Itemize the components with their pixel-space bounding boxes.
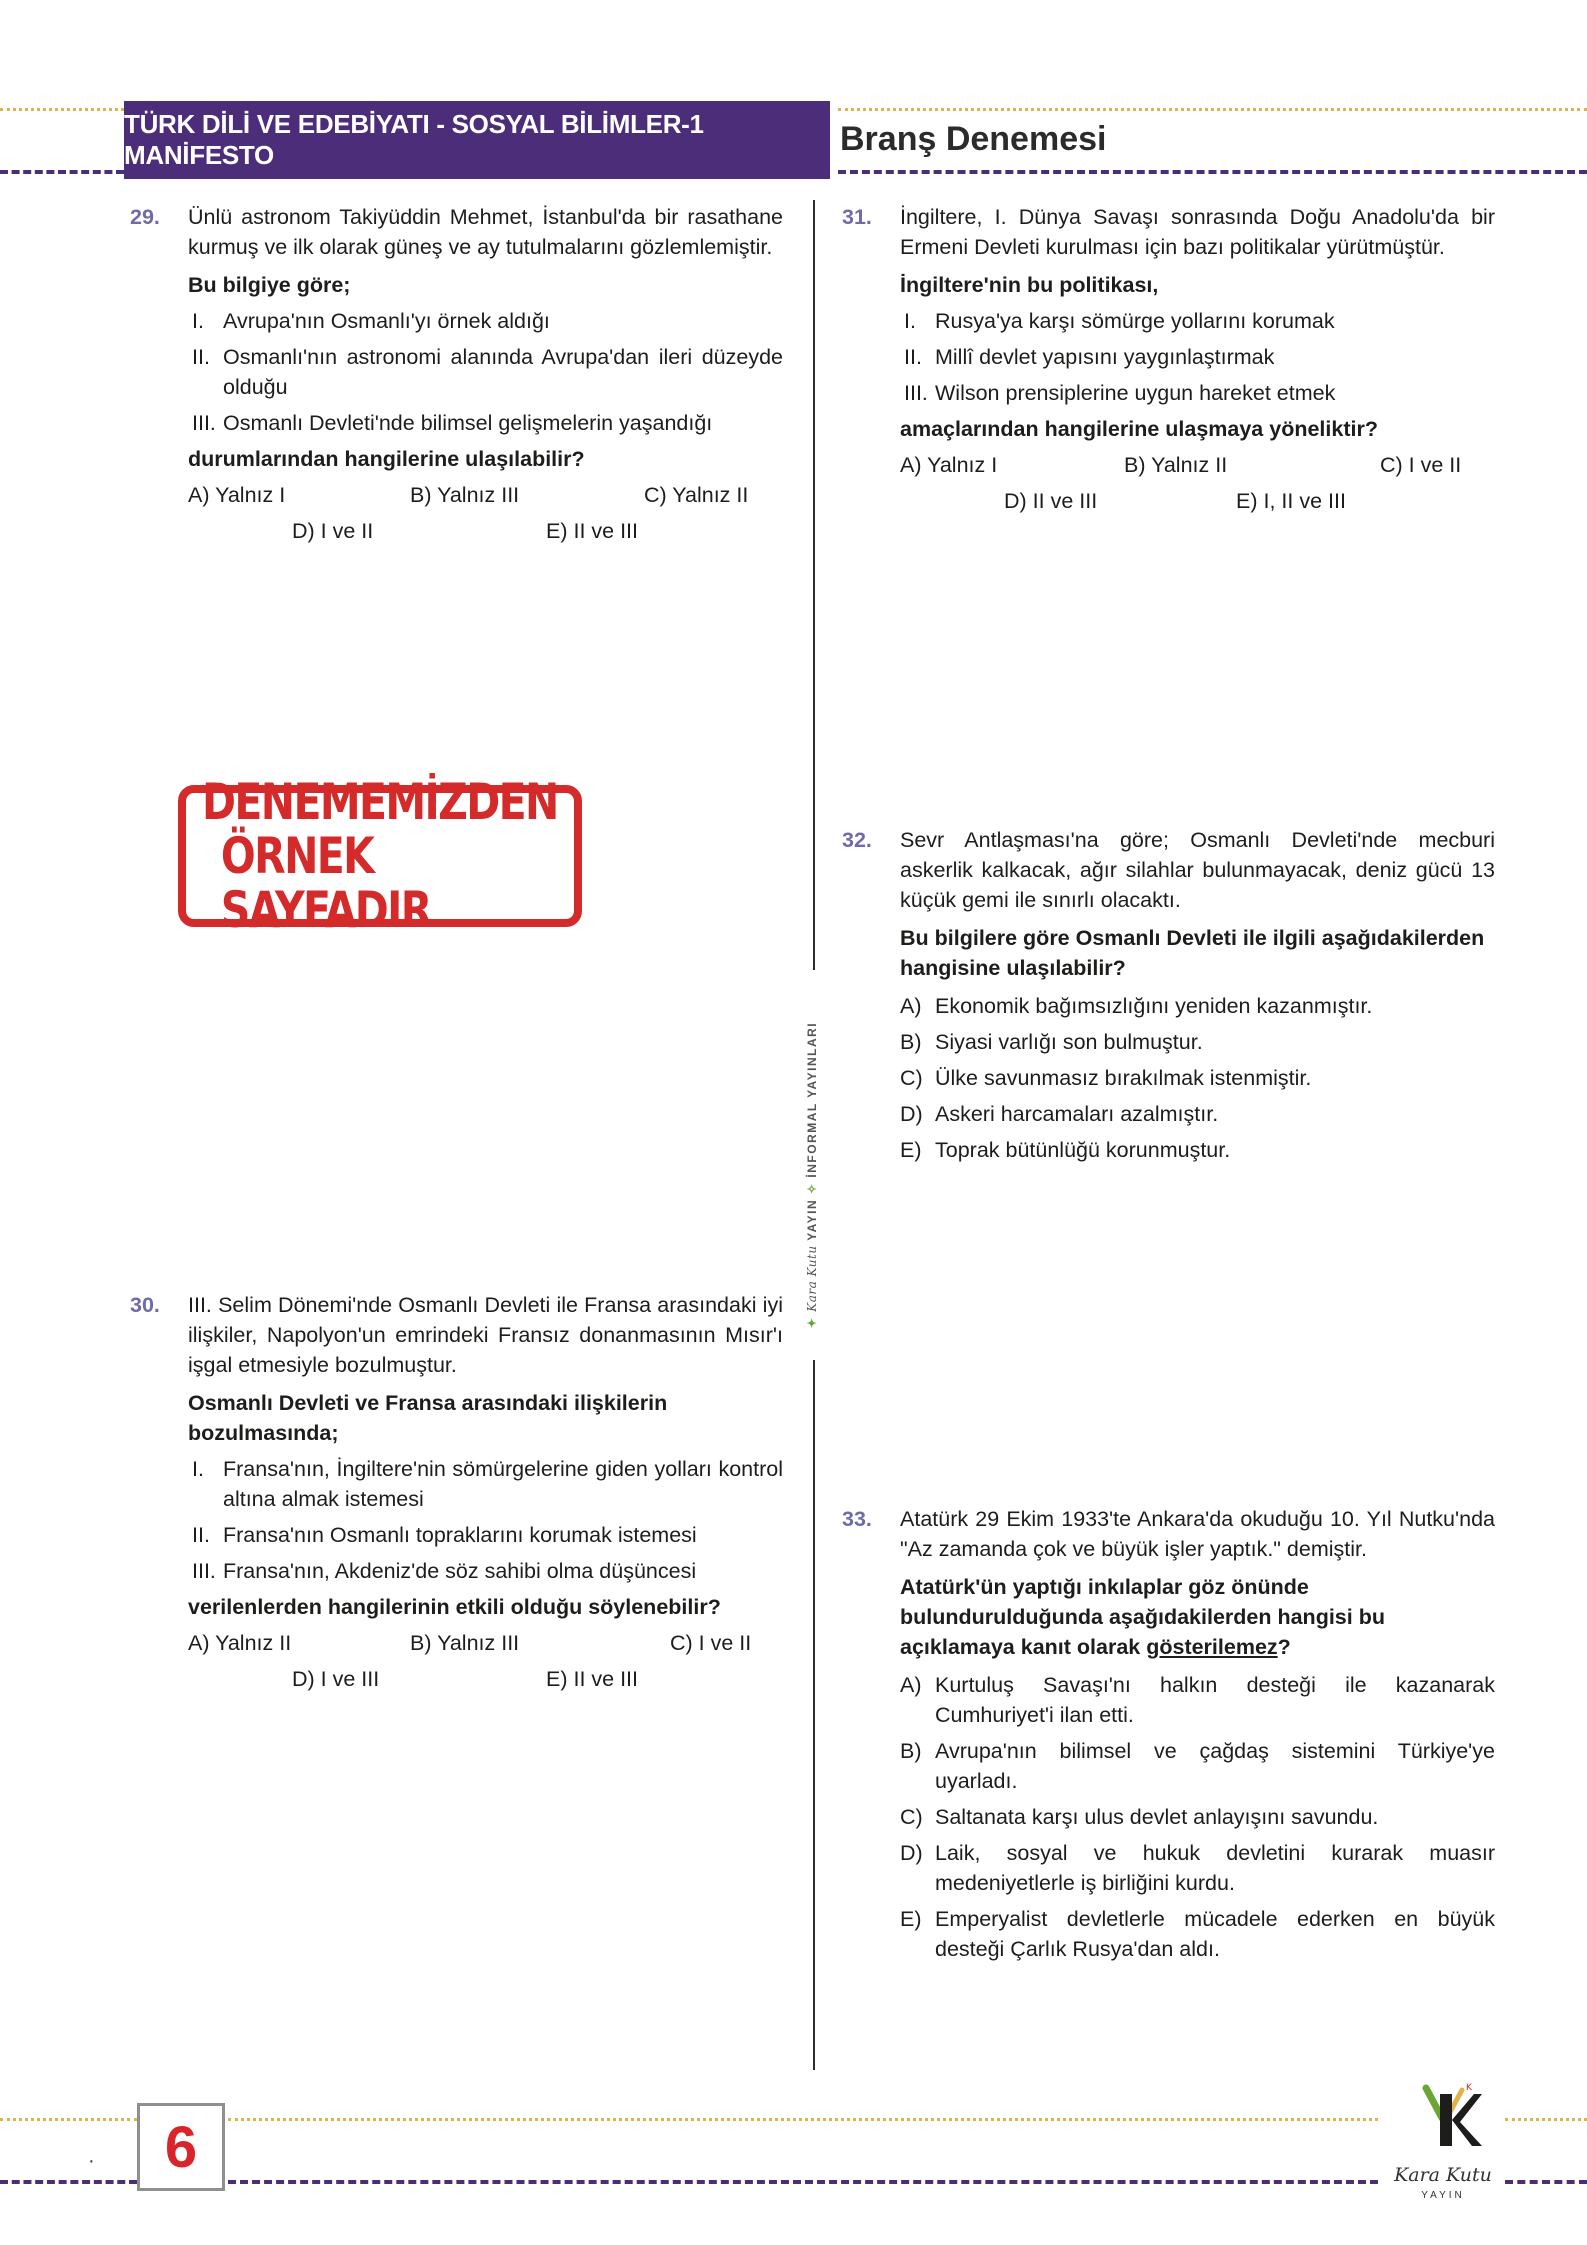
question-prompt: Bu bilgilere göre Osmanlı Devleti ile ilgili aşağıdakilerden hangisine ulaşılabilir? — [900, 926, 1485, 980]
page-number-box — [137, 2103, 225, 2191]
footer-purple-line-left — [0, 2180, 137, 2184]
question-text: Ünlü astronom Takiyüddin Mehmet, İstanbul'da bir rasathane kurmuş ve ilk olarak güneş ve ay tutulmalarını gözlemlemiştir. — [188, 205, 783, 259]
option-d[interactable]: D) Askeri harcamaları azalmıştır. — [900, 1102, 1219, 1126]
footer-purple-line-right — [1505, 2180, 1587, 2184]
header-gold-line-left — [0, 108, 124, 111]
question-32 — [842, 825, 1495, 1171]
question-33 — [842, 1504, 1495, 1970]
header-purple-line-left — [0, 170, 124, 174]
option-e[interactable]: E) II ve III — [546, 519, 638, 543]
option-list — [900, 991, 1495, 1165]
options-row-1 — [188, 480, 783, 510]
option-b[interactable]: B) Yalnız III — [410, 483, 520, 507]
sample-page-stamp — [178, 773, 582, 939]
statement-item: II. Osmanlı'nın astronomi alanında Avrupa'dan ileri düzeyde olduğu — [192, 345, 783, 399]
stamp-line-1: DENEMEMİZDEN — [202, 773, 558, 831]
option-d[interactable]: D) Laik, sosyal ve hukuk devletini kurarak muasır medeniyetlerle iş birliğini kurdu. — [900, 1841, 1495, 1895]
footer-gold-line-mid — [228, 2118, 1378, 2121]
question-stem: Osmanlı Devleti ve Fransa arasındaki ilişkilerin bozulmasında; — [188, 1391, 668, 1445]
side-brand-sub: YAYIN — [805, 1198, 819, 1241]
statement-item: II. Fransa'nın Osmanlı topraklarını korumak istemesi — [192, 1523, 697, 1547]
statement-item: I. Rusya'ya karşı sömürge yollarını korumak — [904, 309, 1335, 333]
option-a[interactable]: A) Yalnız I — [188, 483, 286, 507]
option-b[interactable]: B) Yalnız II — [1124, 453, 1228, 477]
header-purple-line-right — [838, 170, 1587, 174]
page-number: 6 — [164, 2114, 198, 2180]
statement-item: I. Avrupa'nın Osmanlı'yı örnek aldığı — [192, 309, 550, 333]
option-d[interactable]: D) II ve III — [1004, 489, 1098, 513]
option-a[interactable]: A) Ekonomik bağımsızlığını yeniden kazanmıştır. — [900, 994, 1373, 1018]
informal-mini-logo-icon: ✧ — [805, 1182, 819, 1194]
publisher-side-label — [805, 1022, 819, 1328]
question-stem: İngiltere'nin bu politikası, — [900, 273, 1159, 297]
statement-item: II. Millî devlet yapısını yaygınlaştırmak — [904, 345, 1275, 369]
options-row-1 — [188, 1628, 783, 1658]
option-e[interactable]: E) II ve III — [546, 1667, 638, 1691]
header-band — [124, 101, 830, 179]
svg-text:K: K — [1466, 2083, 1472, 2093]
option-c[interactable]: C) Saltanata karşı ulus devlet anlayışını savundu. — [900, 1805, 1379, 1829]
statement-item: III. Fransa'nın, Akdeniz'de söz sahibi olma düşüncesi — [192, 1559, 697, 1583]
kara-kutu-logo-icon — [1416, 2080, 1486, 2150]
option-a[interactable]: A) Yalnız II — [188, 1631, 292, 1655]
option-a[interactable]: A) Yalnız I — [900, 453, 998, 477]
side-brand: Kara Kutu — [805, 1245, 819, 1312]
option-b[interactable]: B) Siyasi varlığı son bulmuştur. — [900, 1030, 1203, 1054]
statement-item: I. Fransa'nın, İngiltere'nin sömürgelerine giden yolları kontrol altına almak istemesi — [192, 1457, 783, 1511]
question-30 — [130, 1290, 783, 1694]
logo-sub: YAYIN — [1421, 2190, 1465, 2201]
question-29 — [130, 202, 783, 546]
footer-gold-line-left — [0, 2118, 137, 2121]
option-c[interactable]: C) Ülke savunmasız bırakılmak istenmiştir. — [900, 1066, 1312, 1090]
question-number: 31. — [842, 205, 872, 229]
underlined-keyword: gösterilemez — [1146, 1635, 1278, 1659]
kara-kutu-logo — [1388, 2080, 1498, 2220]
question-number: 32. — [842, 828, 872, 852]
question-number: 33. — [842, 1507, 872, 1531]
footer-gold-line-right — [1505, 2118, 1587, 2121]
statement-list — [188, 1454, 783, 1586]
question-prompt: Atatürk'ün yaptığı inkılaplar göz önünde bulundurulduğunda aşağıdakilerden hangisi bu açıklamaya kanıt olarak gösterilemez? — [900, 1575, 1385, 1659]
option-d[interactable]: D) I ve III — [292, 1667, 380, 1691]
side-publisher: İNFORMAL YAYINLARI — [805, 1021, 819, 1178]
question-text: İngiltere, I. Dünya Savaşı sonrasında Doğu Anadolu'da bir Ermeni Devleti kurulması için bazı politikalar yürütmüştür. — [900, 205, 1495, 259]
logo-name: Kara Kutu — [1394, 2164, 1492, 2186]
header-subtitle: Branş Denemesi — [840, 120, 1107, 158]
option-c[interactable]: C) Yalnız II — [644, 483, 749, 507]
question-text: Atatürk 29 Ekim 1933'te Ankara'da okuduğu 10. Yıl Nutku'nda "Az zamanda çok ve büyük işler yaptık." demiştir. — [900, 1507, 1495, 1561]
statement-item: III. Osmanlı Devleti'nde bilimsel gelişmelerin yaşandığı — [192, 411, 713, 435]
option-e[interactable]: E) Emperyalist devletlerle mücadele ederken en büyük desteği Çarlık Rusya'dan aldı. — [900, 1907, 1495, 1961]
question-prompt: durumlarından hangilerine ulaşılabilir? — [188, 447, 585, 471]
header-gold-line-right — [838, 108, 1587, 111]
option-a[interactable]: A) Kurtuluş Savaşı'nı halkın desteği ile kazanarak Cumhuriyet'i ilan etti. — [900, 1673, 1495, 1727]
question-text: III. Selim Dönemi'nde Osmanlı Devleti ile Fransa arasındaki iyi ilişkiler, Napolyon'un emrindeki Fransız donanmasının Mısır'ı işgal etmesiyle bozulmuştur. — [188, 1293, 783, 1377]
header-title: TÜRK DİLİ VE EDEBİYATI - SOSYAL BİLİMLER-1 MANİFESTO — [124, 109, 704, 170]
options-row-1 — [900, 450, 1495, 480]
question-text: Sevr Antlaşması'na göre; Osmanlı Devleti'nde mecburi askerlik kalkacak, ağır silahlar bulunmayacak, deniz gücü 13 küçük gemi ile sınırlı olacaktı. — [900, 828, 1495, 912]
question-prompt: verilenlerden hangilerinin etkili olduğu söylenebilir? — [188, 1595, 721, 1619]
kara-kutu-mini-logo-icon: ✦ — [805, 1316, 819, 1329]
options-row-2 — [188, 1664, 783, 1694]
option-e[interactable]: E) Toprak bütünlüğü korunmuştur. — [900, 1138, 1231, 1162]
footer-purple-line-mid — [228, 2180, 1378, 2184]
option-list — [900, 1670, 1495, 1964]
question-number: 30. — [130, 1293, 160, 1317]
stamp-line-2: ÖRNEK SAYFADIR — [220, 827, 431, 939]
question-prompt: amaçlarından hangilerine ulaşmaya yöneliktir? — [900, 417, 1378, 441]
option-c[interactable]: C) I ve II — [670, 1631, 752, 1655]
footer-dot: · — [88, 2150, 95, 2172]
option-c[interactable]: C) I ve II — [1380, 453, 1462, 477]
statement-list — [900, 306, 1495, 408]
question-stem: Bu bilgiye göre; — [188, 273, 351, 297]
question-31 — [842, 202, 1495, 516]
statement-item: III. Wilson prensiplerine uygun hareket etmek — [904, 381, 1336, 405]
option-b[interactable]: B) Avrupa'nın bilimsel ve çağdaş sistemini Türkiye'ye uyarladı. — [900, 1739, 1495, 1793]
question-number: 29. — [130, 205, 160, 229]
option-d[interactable]: D) I ve II — [292, 519, 374, 543]
option-b[interactable]: B) Yalnız III — [410, 1631, 520, 1655]
options-row-2 — [188, 516, 783, 546]
option-e[interactable]: E) I, II ve III — [1236, 489, 1346, 513]
options-row-2 — [900, 486, 1495, 516]
statement-list — [188, 306, 783, 438]
